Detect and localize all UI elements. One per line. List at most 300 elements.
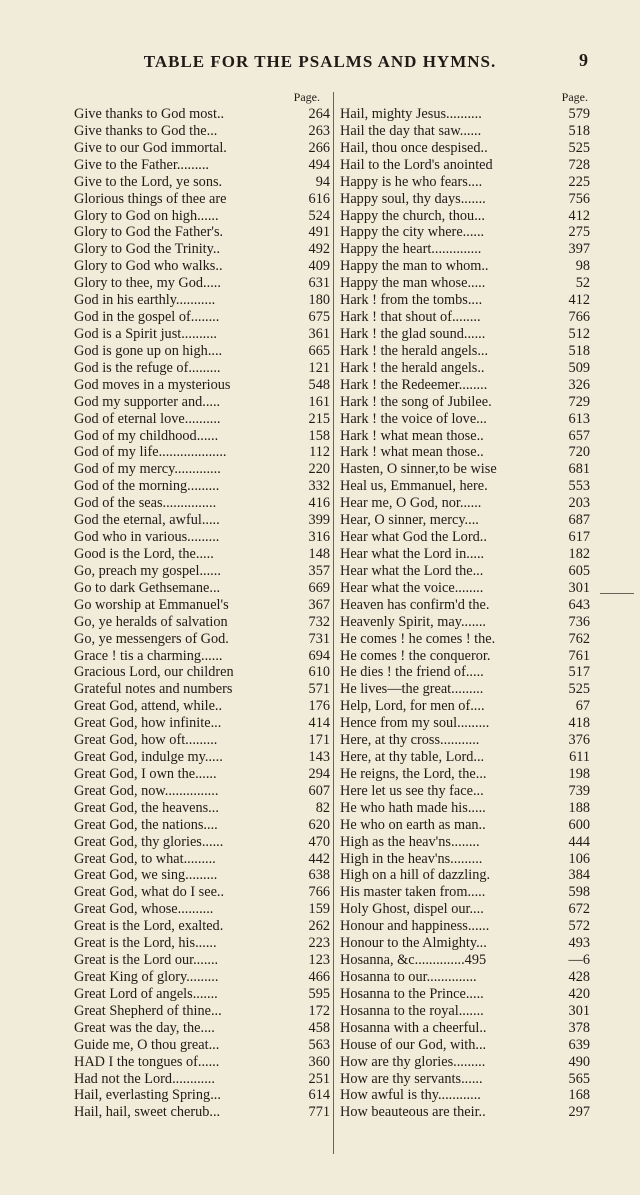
entry-page-number: 94	[315, 173, 330, 190]
index-entry	[340, 241, 590, 258]
entry-title: Happy is he who fears....	[340, 173, 483, 190]
entry-page-number: 681	[568, 461, 590, 478]
entry-page-number: 418	[568, 715, 590, 732]
entry-page-number: 297	[568, 1104, 590, 1121]
index-entry	[340, 986, 590, 1003]
entry-page-number: 148	[308, 545, 330, 562]
entry-page-number: 458	[308, 1019, 330, 1036]
entry-title: God who in various.........	[74, 529, 220, 546]
index-entry	[74, 343, 330, 360]
left-page-label: Page.	[293, 90, 320, 104]
entry-title: Hark ! what mean those..	[340, 427, 484, 444]
index-entry	[340, 935, 590, 952]
index-entry	[74, 461, 330, 478]
entry-page-number: 732	[308, 613, 330, 630]
entry-page-number: 524	[308, 207, 330, 224]
entry-title: Give thanks to God the...	[74, 122, 218, 139]
index-entry	[74, 394, 330, 411]
index-entry	[340, 140, 590, 157]
entry-page-number: 412	[568, 292, 590, 309]
entry-title: Glory to thee, my God.....	[74, 275, 221, 292]
index-entry	[74, 1104, 330, 1121]
entry-page-number: 756	[568, 190, 590, 207]
entry-title: Hosanna with a cheerful..	[340, 1019, 487, 1036]
index-entry	[74, 1087, 330, 1104]
entry-page-number: 672	[568, 901, 590, 918]
index-entry	[74, 901, 330, 918]
entry-page-number: 416	[308, 495, 330, 512]
index-entry	[340, 292, 590, 309]
entry-page-number: 378	[568, 1019, 590, 1036]
index-entry	[340, 901, 590, 918]
entry-page-number: 294	[308, 765, 330, 782]
entry-page-number: 509	[568, 359, 590, 376]
entry-title: God of the morning.........	[74, 478, 220, 495]
index-entry	[74, 766, 330, 783]
index-entry	[340, 563, 590, 580]
entry-page-number: 563	[308, 1036, 330, 1053]
index-entry	[74, 258, 330, 275]
index-entry	[340, 512, 590, 529]
index-entry	[74, 106, 330, 123]
index-entry	[340, 614, 590, 631]
entry-title: Hark ! the herald angels..	[340, 359, 485, 376]
entry-title: Glory to God the Trinity..	[74, 241, 221, 258]
index-entry	[340, 495, 590, 512]
entry-title: Glory to God on high......	[74, 207, 219, 224]
entry-page-number: 262	[308, 918, 330, 935]
entry-page-number: 397	[568, 241, 590, 258]
index-entry	[340, 597, 590, 614]
entry-page-number: 687	[568, 512, 590, 529]
entry-title: High as the heav'ns........	[340, 833, 480, 850]
entry-page-number: 766	[308, 884, 330, 901]
entry-page-number: 493	[568, 935, 590, 952]
index-entry	[340, 461, 590, 478]
index-entry	[74, 867, 330, 884]
entry-title: Holy Ghost, dispel our....	[340, 901, 484, 918]
entry-title: He dies ! the friend of.....	[340, 664, 484, 681]
entry-title: Here, at thy cross...........	[340, 732, 480, 749]
entry-title: Had not the Lord............	[74, 1070, 215, 1087]
entry-title: God is gone up on high....	[74, 342, 223, 359]
index-entry	[340, 275, 590, 292]
entry-title: Happy the man to whom..	[340, 258, 489, 275]
entry-title: Hear what the voice........	[340, 579, 484, 596]
entry-page-number: 731	[308, 630, 330, 647]
entry-page-number: 301	[568, 579, 590, 596]
index-entry	[74, 224, 330, 241]
entry-title: Hark ! the voice of love...	[340, 410, 487, 427]
index-entry	[340, 766, 590, 783]
index-entry	[340, 1037, 590, 1054]
entry-title: He who on earth as man..	[340, 816, 486, 833]
entry-page-number: 643	[568, 596, 590, 613]
entry-title: Hence from my soul.........	[340, 715, 490, 732]
index-entry	[340, 360, 590, 377]
index-entry	[74, 952, 330, 969]
entry-page-number: 106	[568, 850, 590, 867]
index-entry	[74, 275, 330, 292]
index-entry	[74, 309, 330, 326]
entry-page-number: 512	[568, 325, 590, 342]
index-entry	[340, 698, 590, 715]
entry-page-number: 112	[309, 444, 330, 461]
index-entry	[340, 1003, 590, 1020]
entry-title: Grace ! tis a charming......	[74, 647, 223, 664]
entry-title: Great God, what do I see..	[74, 884, 225, 901]
entry-title: How are thy servants......	[340, 1070, 483, 1087]
entry-title: Here let us see thy face...	[340, 782, 484, 799]
entry-title: Great is the Lord our.......	[74, 952, 219, 969]
entry-title: Hear what the Lord the...	[340, 562, 484, 579]
entry-page-number: 616	[308, 190, 330, 207]
index-entry	[340, 631, 590, 648]
entry-title: He comes ! he comes ! the.	[340, 630, 496, 647]
entry-page-number: 617	[568, 529, 590, 546]
index-entry	[340, 969, 590, 986]
entry-page-number: 52	[575, 275, 590, 292]
entry-page-number: 168	[568, 1087, 590, 1104]
entry-page-number: 225	[568, 173, 590, 190]
entry-page-number: 188	[568, 799, 590, 816]
index-entry	[340, 326, 590, 343]
index-entry	[74, 241, 330, 258]
entry-title: Hark ! the herald angels...	[340, 342, 489, 359]
entry-page-number: 518	[568, 342, 590, 359]
index-entry	[74, 428, 330, 445]
entry-title: Hark ! what mean those..	[340, 444, 484, 461]
entry-title: He lives—the great.........	[340, 681, 484, 698]
entry-title: Go, ye messengers of God.	[74, 630, 229, 647]
entry-title: High on a hill of dazzling.	[340, 867, 491, 884]
entry-page-number: 263	[308, 122, 330, 139]
entry-page-number: 598	[568, 884, 590, 901]
entry-title: Great God, whose..........	[74, 901, 214, 918]
index-entry	[340, 478, 590, 495]
entry-page-number: 171	[308, 732, 330, 749]
entry-title: Hail, hail, sweet cherub...	[74, 1104, 221, 1121]
entry-title: He who hath made his.....	[340, 799, 486, 816]
entry-title: Go worship at Emmanuel's	[74, 596, 229, 613]
index-entry	[340, 343, 590, 360]
entry-page-number: 251	[308, 1070, 330, 1087]
index-entry	[340, 952, 590, 969]
index-entry	[74, 123, 330, 140]
entry-title: Hail, everlasting Spring...	[74, 1087, 221, 1104]
entry-title: God is the refuge of.........	[74, 359, 221, 376]
index-entry	[74, 1071, 330, 1088]
entry-page-number: 762	[568, 630, 590, 647]
entry-page-number: 572	[568, 918, 590, 935]
entry-title: He reigns, the Lord, the...	[340, 765, 487, 782]
page-title: TABLE FOR THE PSALMS AND HYMNS.	[143, 52, 497, 71]
index-entry	[74, 935, 330, 952]
entry-page-number: 571	[308, 681, 330, 698]
entry-title: Great is the Lord, his......	[74, 935, 217, 952]
entry-title: God my supporter and.....	[74, 393, 221, 410]
entry-page-number: 376	[568, 732, 590, 749]
entry-page-number: 525	[568, 681, 590, 698]
index-entry	[340, 800, 590, 817]
entry-title: How beauteous are their..	[340, 1104, 486, 1121]
entry-title: Go to dark Gethsemane...	[74, 579, 221, 596]
entry-title: Give to the Father.........	[74, 156, 210, 173]
entry-title: Heaven has confirm'd the.	[340, 596, 490, 613]
entry-title: Give to our God immortal.	[74, 139, 227, 156]
entry-page-number: 182	[568, 545, 590, 562]
entry-title: Hark ! that shout of........	[340, 309, 481, 326]
entry-title: Great Lord of angels.......	[74, 985, 218, 1002]
entry-page-number: 739	[568, 782, 590, 799]
index-entry	[74, 1037, 330, 1054]
index-entry	[74, 715, 330, 732]
index-entry	[74, 749, 330, 766]
index-entry	[340, 394, 590, 411]
index-entry	[340, 174, 590, 191]
index-entry	[74, 157, 330, 174]
entry-title: Hail the day that saw......	[340, 122, 482, 139]
entry-title: How are thy glories.........	[340, 1053, 486, 1070]
index-entry	[74, 1020, 330, 1037]
entry-title: God is a Spirit just..........	[74, 325, 217, 342]
entry-title: Grateful notes and numbers	[74, 681, 233, 698]
entry-title: Hear what God the Lord..	[340, 529, 487, 546]
entry-title: Give to the Lord, ye sons.	[74, 173, 223, 190]
left-column	[74, 88, 330, 1121]
entry-title: Great God, the heavens...	[74, 799, 219, 816]
entry-title: Great God, I own the......	[74, 765, 217, 782]
entry-page-number: 518	[568, 122, 590, 139]
entry-page-number: 638	[308, 867, 330, 884]
index-entry	[340, 258, 590, 275]
entry-page-number: 360	[308, 1053, 330, 1070]
right-page-label: Page.	[561, 90, 588, 104]
index-entry	[340, 546, 590, 563]
entry-page-number: 412	[568, 207, 590, 224]
entry-title: Happy the man whose.....	[340, 275, 486, 292]
index-entry	[340, 224, 590, 241]
entry-page-number: 158	[308, 427, 330, 444]
entry-title: Hark ! the glad sound......	[340, 325, 486, 342]
index-entry	[340, 1054, 590, 1071]
entry-page-number: 123	[308, 952, 330, 969]
entry-title: House of our God, with...	[340, 1036, 487, 1053]
entry-title: HAD I the tongues of......	[74, 1053, 220, 1070]
entry-page-number: 669	[308, 579, 330, 596]
entry-page-number: 143	[308, 749, 330, 766]
entry-page-number: 301	[568, 1002, 590, 1019]
entry-title: God of my mercy.............	[74, 461, 221, 478]
index-entry	[74, 1054, 330, 1071]
entry-title: Hail, mighty Jesus..........	[340, 106, 482, 122]
index-entry	[74, 817, 330, 834]
entry-page-number: 172	[308, 1002, 330, 1019]
entry-title: Hosanna to the Prince.....	[340, 985, 484, 1002]
entry-page-number: 657	[568, 427, 590, 444]
index-entry	[340, 529, 590, 546]
entry-title: Glory to God the Father's.	[74, 224, 224, 241]
entry-title: Hosanna, &c..............495	[340, 952, 487, 969]
entry-title: Honour to the Almighty...	[340, 935, 487, 952]
entry-page-number: 203	[568, 495, 590, 512]
entry-page-number: 665	[308, 342, 330, 359]
entry-page-number: 67	[575, 698, 590, 715]
entry-title: Honour and happiness......	[340, 918, 490, 935]
entry-title: Heal us, Emmanuel, here.	[340, 478, 488, 495]
index-entry	[74, 377, 330, 394]
index-entry	[340, 1020, 590, 1037]
index-entry	[340, 884, 590, 901]
entry-title: Hasten, O sinner,to be wise	[340, 461, 497, 478]
index-entry	[74, 495, 330, 512]
index-entry	[74, 174, 330, 191]
index-entry	[74, 648, 330, 665]
index-entry	[340, 444, 590, 461]
entry-title: Happy the city where......	[340, 224, 485, 241]
entry-page-number: 361	[308, 325, 330, 342]
entry-title: God of my childhood......	[74, 427, 219, 444]
entry-page-number: 694	[308, 647, 330, 664]
index-entry	[340, 208, 590, 225]
entry-page-number: 610	[308, 664, 330, 681]
entry-page-number: 525	[568, 139, 590, 156]
entry-title: How awful is thy............	[340, 1087, 481, 1104]
index-entry	[340, 106, 590, 123]
entry-title: Here, at thy table, Lord...	[340, 749, 485, 766]
index-entry	[340, 681, 590, 698]
entry-title: Hark ! the song of Jubilee.	[340, 393, 492, 410]
entry-title: Hail to the Lord's anointed	[340, 156, 493, 173]
entry-page-number: 264	[308, 106, 330, 122]
entry-page-number: 494	[308, 156, 330, 173]
entry-page-number: 517	[568, 664, 590, 681]
index-entry	[74, 800, 330, 817]
index-entry	[340, 783, 590, 800]
entry-page-number: 82	[315, 799, 330, 816]
right-index-list	[340, 106, 590, 1121]
index-entry	[340, 580, 590, 597]
entry-title: Good is the Lord, the.....	[74, 545, 214, 562]
index-entry	[340, 648, 590, 665]
entry-page-number: 223	[308, 935, 330, 952]
index-entry	[74, 478, 330, 495]
index-entry	[74, 851, 330, 868]
entry-page-number: 729	[568, 393, 590, 410]
index-entry	[74, 969, 330, 986]
entry-title: Hosanna to the royal.......	[340, 1002, 484, 1019]
entry-page-number: 771	[308, 1104, 330, 1121]
entry-page-number: 198	[568, 765, 590, 782]
entry-title: Great God, to what.........	[74, 850, 216, 867]
entry-title: God in the gospel of........	[74, 309, 220, 326]
entry-page-number: 605	[568, 562, 590, 579]
index-entry	[340, 1104, 590, 1121]
index-entry	[340, 715, 590, 732]
entry-title: Great God, we sing.........	[74, 867, 218, 884]
entry-title: Guide me, O thou great...	[74, 1036, 220, 1053]
entry-page-number: 491	[308, 224, 330, 241]
entry-title: He comes ! the conqueror.	[340, 647, 491, 664]
index-entry	[340, 1071, 590, 1088]
entry-title: Great is the Lord, exalted.	[74, 918, 224, 935]
index-entry	[340, 309, 590, 326]
entry-page-number: 444	[568, 833, 590, 850]
index-entry	[340, 732, 590, 749]
entry-title: Great King of glory.........	[74, 969, 219, 986]
entry-title: God moves in a mysterious	[74, 376, 231, 393]
entry-title: God of eternal love..........	[74, 410, 221, 427]
entry-page-number: 631	[308, 275, 330, 292]
index-entry	[74, 140, 330, 157]
index-entry	[74, 208, 330, 225]
entry-page-number: 121	[308, 359, 330, 376]
entry-page-number: 220	[308, 461, 330, 478]
entry-page-number: 180	[308, 292, 330, 309]
entry-title: God of my life...................	[74, 444, 227, 461]
entry-title: Glorious things of thee are	[74, 190, 227, 207]
entry-title: Happy the heart..............	[340, 241, 482, 258]
index-entry	[340, 817, 590, 834]
index-entry	[340, 428, 590, 445]
entry-page-number: 176	[308, 698, 330, 715]
entry-page-number: 332	[308, 478, 330, 495]
entry-page-number: 620	[308, 816, 330, 833]
entry-page-number: 728	[568, 156, 590, 173]
entry-page-number: 399	[308, 512, 330, 529]
entry-page-number: 595	[308, 985, 330, 1002]
entry-title: His master taken from.....	[340, 884, 486, 901]
entry-title: Gracious Lord, our children	[74, 664, 234, 681]
index-entry	[74, 884, 330, 901]
entry-title: Great God, now...............	[74, 782, 219, 799]
entry-page-number: 565	[568, 1070, 590, 1087]
index-entry	[340, 123, 590, 140]
left-index-list	[74, 106, 330, 1121]
entry-page-number: 266	[308, 139, 330, 156]
index-entry	[74, 783, 330, 800]
index-entry	[340, 664, 590, 681]
index-entry	[74, 664, 330, 681]
index-entry	[74, 681, 330, 698]
entry-title: Hark ! the Redeemer........	[340, 376, 488, 393]
index-entry	[74, 698, 330, 715]
entry-title: Hosanna to our..............	[340, 969, 477, 986]
entry-title: Great God, the nations....	[74, 816, 218, 833]
index-entry	[74, 546, 330, 563]
entry-page-number: 607	[308, 782, 330, 799]
entry-title: Great God, how infinite...	[74, 715, 222, 732]
entry-title: Heavenly Spirit, may.......	[340, 613, 486, 630]
entry-page-number: 466	[308, 969, 330, 986]
index-entry	[340, 191, 590, 208]
index-entry	[74, 191, 330, 208]
entry-title: God in his earthly...........	[74, 292, 216, 309]
entry-page-number: 275	[568, 224, 590, 241]
entry-title: God the eternal, awful.....	[74, 512, 220, 529]
entry-title: High in the heav'ns.........	[340, 850, 483, 867]
entry-title: Go, ye heralds of salvation	[74, 613, 228, 630]
entry-title: Hear me, O God, nor......	[340, 495, 482, 512]
entry-title: Hark ! from the tombs....	[340, 292, 483, 309]
entry-title: Give thanks to God most..	[74, 106, 225, 122]
margin-mark	[600, 593, 634, 594]
entry-title: Hear what the Lord in.....	[340, 545, 485, 562]
index-entry	[74, 1003, 330, 1020]
index-entry	[340, 918, 590, 935]
entry-page-number: 409	[308, 258, 330, 275]
index-entry	[74, 918, 330, 935]
